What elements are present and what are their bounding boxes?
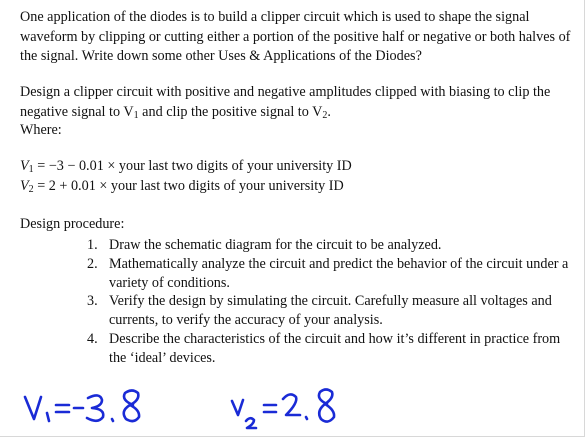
procedure-step: [87, 255, 579, 293]
procedure-step: [87, 330, 579, 368]
step-number: 4.: [87, 330, 98, 347]
step-number: 1.: [87, 237, 98, 253]
v2-subscript: 2: [322, 109, 328, 121]
step-number: 2.: [87, 255, 98, 272]
eq-v1-var: V: [20, 158, 29, 174]
step-text: Verify the design by simulating the circuit. Carefully measure all voltages and currents, to verify the accuracy of your analysis.: [109, 293, 552, 329]
handwriting-v1-strokes: [22, 383, 172, 433]
task-text-start: Design a clipper circuit with positive and negative amplitudes clipped with biasing to clip the negative signal to V: [20, 84, 551, 120]
procedure-step: [87, 292, 579, 330]
eq-v2-var: V: [20, 178, 29, 194]
handwritten-v1-answer: [22, 383, 172, 433]
design-procedure-list: [87, 236, 579, 368]
design-task-paragraph: [20, 83, 576, 125]
handwritten-v2-answer: [228, 383, 373, 433]
task-text-end: .: [327, 103, 331, 120]
eq-v1-expr: = −3 − 0.01 × your last two digits of your university ID: [33, 158, 352, 174]
step-text: Describe the characteristics of the circuit and how it’s different in practice from the ‘ideal’ devices.: [109, 330, 561, 366]
eq-v2-expr: = 2 + 0.01 × your last two digits of your university ID: [33, 178, 344, 194]
step-text: Mathematically analyze the circuit and predict the behavior of the circuit under a variety of conditions.: [109, 255, 569, 291]
equation-v2: [20, 177, 344, 200]
procedure-step: [87, 236, 579, 255]
design-procedure-heading: Design procedure:: [20, 216, 125, 232]
step-number: 3.: [87, 293, 98, 310]
handwriting-v2-strokes: [228, 383, 373, 433]
step-text: Draw the schematic diagram for the circuit to be analyzed.: [109, 237, 442, 253]
task-text-middle: and clip the positive signal to V: [138, 103, 323, 120]
intro-paragraph: One application of the diodes is to build a clipper circuit which is used to shape the signal waveform by clipping or cutting either a portion of the positive half or negative or both halves of the signal. Write down some other Uses & Applications of the Diodes?: [20, 9, 571, 64]
eq-v1-sub: 1: [28, 164, 34, 175]
v1-subscript: 1: [133, 109, 139, 121]
eq-v2-sub: 2: [28, 184, 34, 195]
where-label: Where:: [20, 122, 62, 138]
